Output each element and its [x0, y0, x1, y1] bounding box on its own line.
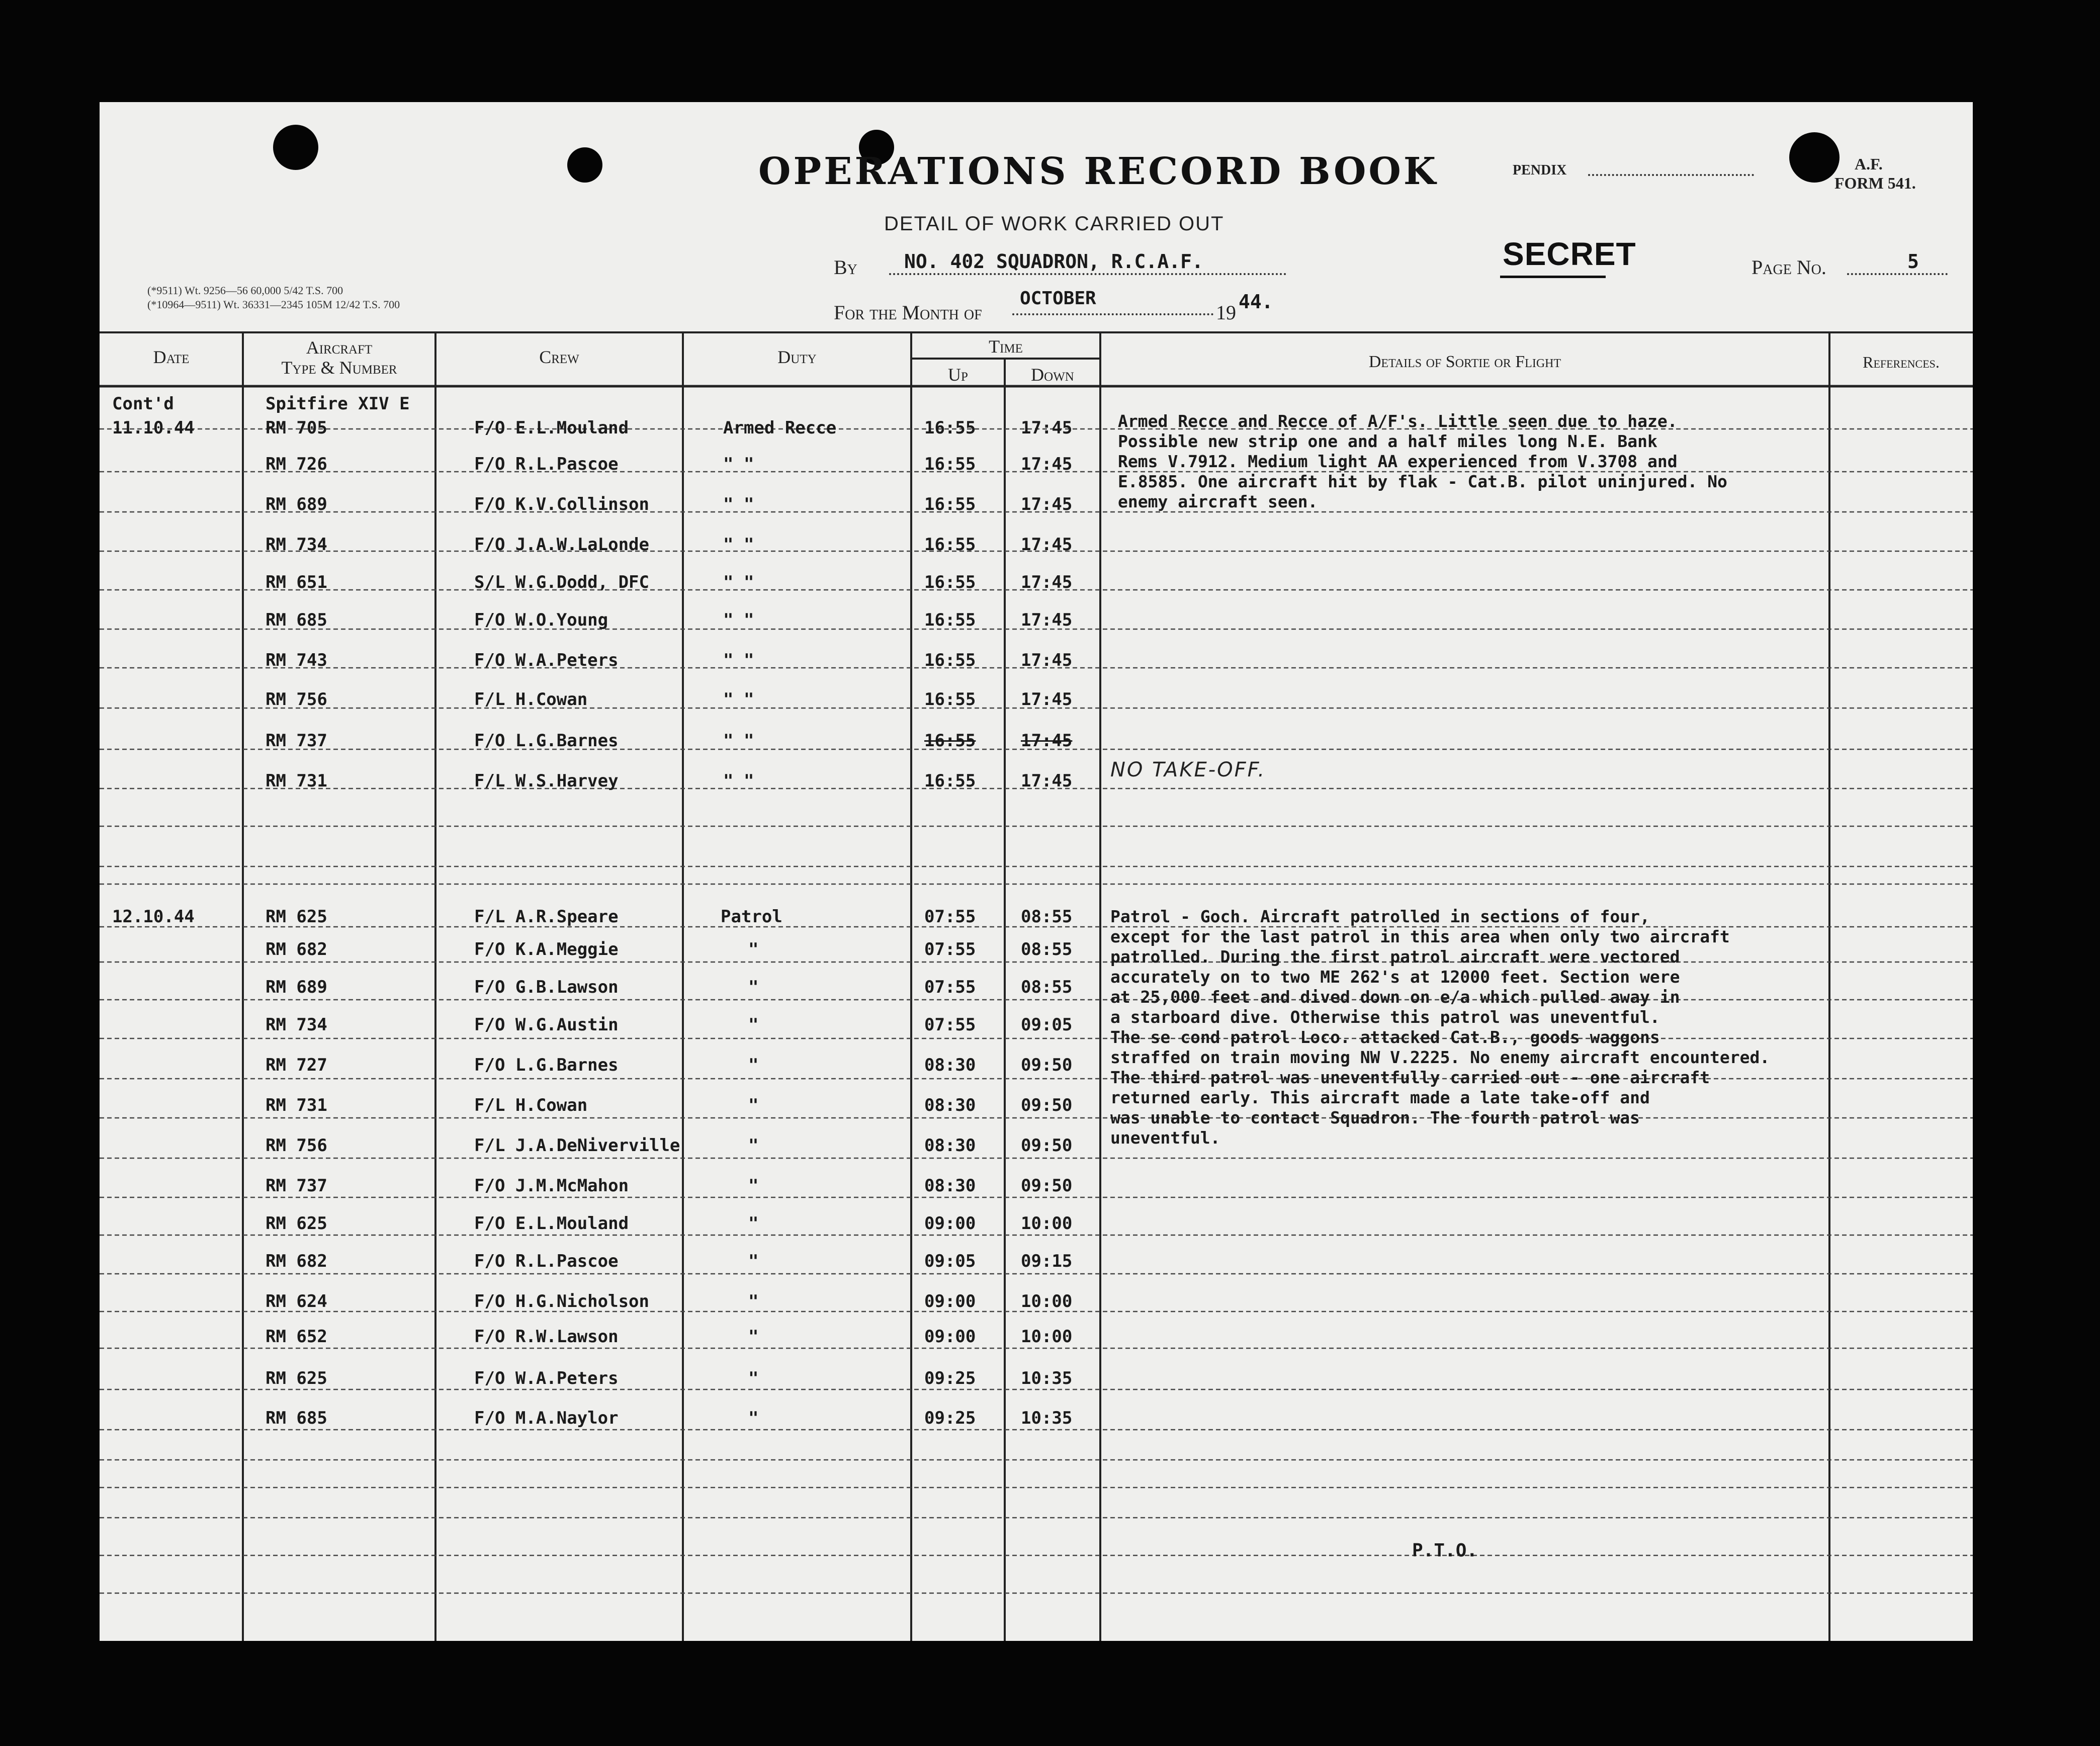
duty-cell: " [748, 939, 759, 959]
aircraft-cell: Spitfire XIV E [266, 394, 410, 414]
printer-line-1: (*9511) Wt. 9256—56 60,000 5/42 T.S. 700 [147, 284, 343, 297]
aircraft-cell: RM 737 [266, 731, 327, 751]
month-value: OCTOBER [1020, 288, 1096, 309]
duty-cell: " [748, 1055, 759, 1075]
crew-cell: F/O W.A.Peters [474, 650, 619, 670]
appendix-line [1588, 174, 1754, 176]
aircraft-cell: RM 756 [266, 689, 327, 710]
page-label: Page No. [1752, 256, 1826, 279]
time-up-cell: 16:55 [924, 454, 976, 474]
time-down-cell: 09:50 [1021, 1176, 1073, 1196]
crew-cell: F/O L.G.Barnes [474, 1055, 619, 1075]
aircraft-cell: RM 625 [266, 1368, 327, 1388]
aircraft-cell: RM 689 [266, 977, 327, 997]
duty-cell: " [748, 1408, 759, 1428]
details-line: The se cond patrol Loco. attacked Cat.B., goods waggons [1110, 1027, 1660, 1047]
details-line: returned early. This aircraft made a late take-off and [1110, 1088, 1650, 1107]
crew-cell: F/L W.S.Harvey [474, 771, 619, 791]
time-down-cell: 10:00 [1021, 1291, 1073, 1312]
time-up-cell: 09:05 [924, 1251, 976, 1271]
details-line: uneventful. [1110, 1128, 1220, 1148]
crew-cell: F/O E.L.Mouland [474, 418, 629, 438]
by-label: By [834, 256, 857, 279]
header-references: References. [1863, 353, 1940, 371]
header-duty: Duty [777, 347, 817, 367]
details-line: E.8585. One aircraft hit by flak - Cat.B. pilot uninjured. No [1118, 472, 1727, 491]
punch-hole [273, 125, 318, 170]
pto-note: P.T.O. [1412, 1540, 1478, 1561]
duty-cell: " [748, 1176, 759, 1196]
duty-cell: " [748, 1136, 759, 1156]
time-down-cell: 17:45 [1021, 610, 1073, 630]
duty-cell: " [748, 1368, 759, 1388]
header-aircraft-type: Type & Number [281, 358, 397, 378]
time-down-cell: 09:50 [1021, 1136, 1073, 1156]
year-value: 44. [1239, 291, 1273, 313]
month-line [1012, 313, 1213, 315]
time-down-cell: 08:55 [1021, 907, 1073, 927]
duty-cell: Armed Recce [723, 418, 837, 438]
duty-cell: " " [723, 731, 754, 751]
duty-cell: " [748, 977, 759, 997]
details-line: Rems V.7912. Medium light AA experienced from V.3708 and [1118, 452, 1678, 471]
date-cell: Cont'd [112, 394, 174, 414]
secret-underline [1500, 276, 1606, 278]
details-line: patrolled. During the first patrol aircraft were vectored [1110, 947, 1680, 967]
time-up-cell: 16:55 [924, 731, 976, 751]
duty-cell: " [748, 1015, 759, 1035]
time-down-cell: 17:45 [1021, 731, 1073, 751]
crew-cell: F/O K.V.Collinson [474, 494, 649, 514]
aircraft-cell: RM 651 [266, 572, 327, 592]
no-takeoff-note: NO TAKE-OFF. [1110, 758, 1266, 781]
crew-cell: F/O W.O.Young [474, 610, 608, 630]
time-down-cell: 10:35 [1021, 1408, 1073, 1428]
by-value: NO. 402 SQUADRON, R.C.A.F. [904, 250, 1203, 273]
duty-cell: " " [723, 650, 754, 670]
crew-cell: F/L J.A.DeNiverville [474, 1136, 680, 1156]
punch-hole [1789, 132, 1840, 183]
header-aircraft: Aircraft [306, 337, 373, 358]
crew-cell: F/O R.L.Pascoe [474, 1251, 619, 1271]
time-down-cell: 17:45 [1021, 418, 1073, 438]
time-up-cell: 08:30 [924, 1136, 976, 1156]
details-line: Armed Recce and Recce of A/F's. Little seen due to haze. [1118, 411, 1678, 431]
aircraft-cell: RM 734 [266, 535, 327, 555]
aircraft-cell: RM 737 [266, 1176, 327, 1196]
aircraft-cell: RM 689 [266, 494, 327, 514]
page-line [1847, 273, 1948, 275]
time-down-cell: 17:45 [1021, 454, 1073, 474]
year-prefix: 19 [1216, 301, 1236, 324]
crew-cell: F/O E.L.Mouland [474, 1213, 629, 1234]
aircraft-cell: RM 731 [266, 771, 327, 791]
aircraft-cell: RM 756 [266, 1136, 327, 1156]
duty-cell: " [748, 1213, 759, 1234]
punch-hole [567, 147, 602, 183]
time-up-cell: 09:00 [924, 1291, 976, 1312]
time-up-cell: 07:55 [924, 1015, 976, 1035]
aircraft-cell: RM 682 [266, 1251, 327, 1271]
details-line: at 25,000 feet and dived down on e/a which pulled away in [1110, 987, 1680, 1007]
aircraft-cell: RM 727 [266, 1055, 327, 1075]
appendix-label: PENDIX [1513, 162, 1567, 178]
details-line: straffed on train moving NW V.2225. No enemy aircraft encountered. [1110, 1047, 1770, 1067]
time-up-cell: 16:55 [924, 689, 976, 710]
aircraft-cell: RM 726 [266, 454, 327, 474]
time-down-cell: 17:45 [1021, 771, 1073, 791]
time-down-cell: 09:50 [1021, 1055, 1073, 1075]
duty-cell: " [748, 1251, 759, 1271]
time-down-cell: 17:45 [1021, 572, 1073, 592]
crew-cell: F/O L.G.Barnes [474, 731, 619, 751]
time-up-cell: 09:00 [924, 1327, 976, 1347]
duty-cell: Patrol [721, 907, 782, 927]
time-up-cell: 16:55 [924, 610, 976, 630]
form-subtitle: DETAIL OF WORK CARRIED OUT [884, 213, 1224, 235]
aircraft-cell: RM 685 [266, 610, 327, 630]
month-label: For the Month of [834, 301, 982, 324]
time-down-cell: 09:50 [1021, 1095, 1073, 1115]
duty-cell: " " [723, 610, 754, 630]
record-sheet [100, 102, 1973, 1641]
duty-cell: " " [723, 535, 754, 555]
time-up-cell: 16:55 [924, 572, 976, 592]
aircraft-cell: RM 652 [266, 1327, 327, 1347]
by-line [889, 273, 1286, 275]
form-title: OPERATIONS RECORD BOOK [758, 150, 1439, 193]
details-line: enemy aircraft seen. [1118, 492, 1318, 511]
duty-cell: " [748, 1291, 759, 1312]
date-cell: 11.10.44 [112, 418, 195, 438]
aircraft-cell: RM 734 [266, 1015, 327, 1035]
header-time-down: Down [1031, 365, 1074, 385]
time-down-cell: 08:55 [1021, 939, 1073, 959]
details-line: accurately on to two ME 262's at 12000 feet. Section were [1110, 967, 1680, 987]
aircraft-cell: RM 682 [266, 939, 327, 959]
time-up-cell: 09:00 [924, 1213, 976, 1234]
crew-cell: S/L W.G.Dodd, DFC [474, 572, 649, 592]
time-up-cell: 09:25 [924, 1408, 976, 1428]
duty-cell: " " [723, 689, 754, 710]
crew-cell: F/O G.B.Lawson [474, 977, 619, 997]
duty-cell: " " [723, 454, 754, 474]
printer-line-2: (*10964—9511) Wt. 36331—2345 105M 12/42 T.S. 700 [147, 298, 400, 311]
time-up-cell: 09:25 [924, 1368, 976, 1388]
time-down-cell: 09:15 [1021, 1251, 1073, 1271]
aircraft-cell: RM 625 [266, 907, 327, 927]
time-up-cell: 08:30 [924, 1095, 976, 1115]
details-line: Possible new strip one and a half miles long N.E. Bank [1118, 431, 1657, 451]
details-line: The third patrol was uneventfully carried out - one aircraft [1110, 1068, 1710, 1087]
time-up-cell: 08:30 [924, 1176, 976, 1196]
crew-cell: F/O R.L.Pascoe [474, 454, 619, 474]
crew-cell: F/O R.W.Lawson [474, 1327, 619, 1347]
secret-stamp: SECRET [1503, 236, 1636, 272]
time-down-cell: 10:35 [1021, 1368, 1073, 1388]
header-time: Time [989, 336, 1023, 357]
crew-cell: F/O K.A.Meggie [474, 939, 619, 959]
aircraft-cell: RM 685 [266, 1408, 327, 1428]
time-up-cell: 16:55 [924, 535, 976, 555]
time-up-cell: 08:30 [924, 1055, 976, 1075]
crew-cell: F/L H.Cowan [474, 689, 588, 710]
time-down-cell: 08:55 [1021, 977, 1073, 997]
crew-cell: F/O J.M.McMahon [474, 1176, 629, 1196]
aircraft-cell: RM 743 [266, 650, 327, 670]
time-up-cell: 16:55 [924, 418, 976, 438]
header-crew: Crew [539, 347, 579, 367]
aircraft-cell: RM 731 [266, 1095, 327, 1115]
duty-cell: " [748, 1327, 759, 1347]
page-number: 5 [1907, 250, 1919, 273]
time-down-cell: 17:45 [1021, 494, 1073, 514]
time-up-cell: 16:55 [924, 650, 976, 670]
time-up-cell: 07:55 [924, 977, 976, 997]
duty-cell: " " [723, 494, 754, 514]
form-ref-1: A.F. [1855, 155, 1883, 173]
aircraft-cell: RM 625 [266, 1213, 327, 1234]
form-ref-2: FORM 541. [1834, 174, 1916, 192]
crew-cell: F/O W.A.Peters [474, 1368, 619, 1388]
crew-cell: F/O H.G.Nicholson [474, 1291, 649, 1312]
header-time-up: Up [948, 365, 968, 385]
crew-cell: F/L H.Cowan [474, 1095, 588, 1115]
duty-cell: " [748, 1095, 759, 1115]
header-details: Details of Sortie or Flight [1368, 353, 1561, 371]
time-down-cell: 10:00 [1021, 1327, 1073, 1347]
aircraft-cell: RM 624 [266, 1291, 327, 1312]
date-cell: 12.10.44 [112, 907, 195, 927]
details-line: was unable to contact Squadron. The fourth patrol was [1110, 1108, 1640, 1127]
time-down-cell: 09:05 [1021, 1015, 1073, 1035]
time-down-cell: 17:45 [1021, 689, 1073, 710]
time-up-cell: 16:55 [924, 771, 976, 791]
duty-cell: " " [723, 771, 754, 791]
header-date: Date [153, 347, 190, 367]
aircraft-cell: RM 705 [266, 418, 327, 438]
details-line: except for the last patrol in this area when only two aircraft [1110, 927, 1730, 946]
time-up-cell: 07:55 [924, 907, 976, 927]
crew-cell: F/L A.R.Speare [474, 907, 619, 927]
time-up-cell: 16:55 [924, 494, 976, 514]
time-down-cell: 17:45 [1021, 650, 1073, 670]
crew-cell: F/O J.A.W.LaLonde [474, 535, 649, 555]
duty-cell: " " [723, 572, 754, 592]
time-up-cell: 07:55 [924, 939, 976, 959]
time-down-cell: 17:45 [1021, 535, 1073, 555]
details-line: a starboard dive. Otherwise this patrol was uneventful. [1110, 1007, 1660, 1027]
time-down-cell: 10:00 [1021, 1213, 1073, 1234]
details-line: Patrol - Goch. Aircraft patrolled in sections of four, [1110, 907, 1650, 926]
crew-cell: F/O W.G.Austin [474, 1015, 619, 1035]
crew-cell: F/O M.A.Naylor [474, 1408, 619, 1428]
